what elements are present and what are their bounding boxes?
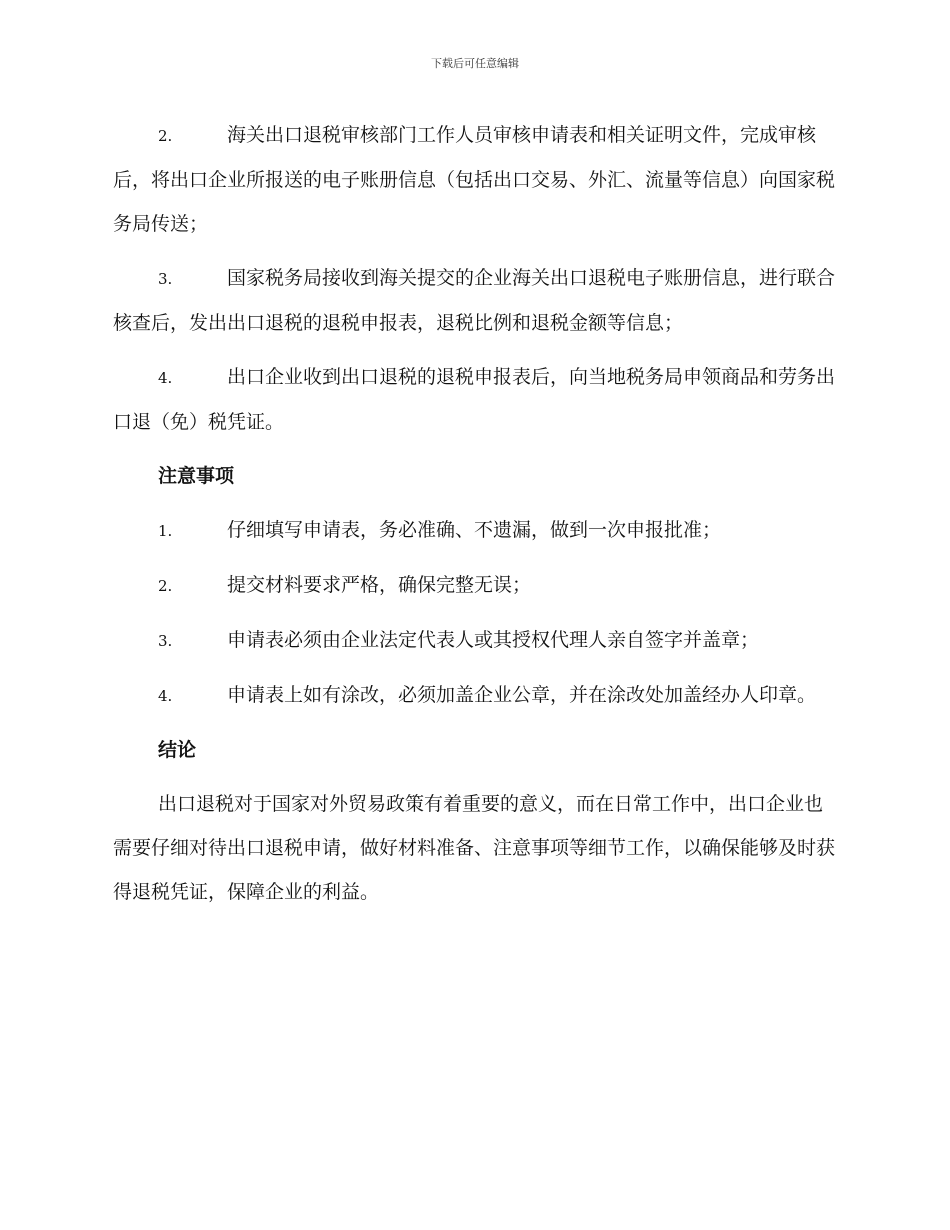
- section-heading-conclusion: 结论: [158, 739, 197, 761]
- list-text: 出口企业收到出口退税的退税申报表后，向当地税务局申领商品和劳务出口退（免）税凭证。: [113, 366, 836, 433]
- list-number: 1.: [158, 522, 173, 540]
- step-item: [113, 113, 837, 246]
- conclusion-paragraph: 出口退税对于国家对外贸易政策有着重要的意义，而在日常工作中，出口企业也需要仔细对待出口退税申请，做好材料准备、注意事项等细节工作，以确保能够及时获得退税凭证，保障企业的利益。: [113, 793, 836, 903]
- note-item: [113, 673, 837, 718]
- list-number: 2.: [158, 577, 173, 595]
- list-number: 3.: [158, 632, 173, 650]
- note-item: [113, 563, 837, 608]
- list-number: 3.: [158, 270, 173, 288]
- list-text: 申请表上如有涂改，必须加盖企业公章，并在涂改处加盖经办人印章。: [227, 684, 817, 706]
- list-number: 4.: [158, 687, 173, 705]
- list-text: 提交材料要求严格，确保完整无误；: [227, 574, 532, 596]
- note-item: [113, 508, 837, 553]
- page-header: 下载后可任意编辑: [431, 57, 519, 70]
- list-number: 4.: [158, 369, 173, 387]
- section-heading-notes: 注意事项: [158, 465, 235, 487]
- step-item: [113, 355, 837, 444]
- list-number: 2.: [158, 127, 173, 145]
- document-body: [113, 113, 837, 914]
- step-item: [113, 256, 837, 345]
- list-text: 申请表必须由企业法定代表人或其授权代理人亲自签字并盖章；: [227, 629, 760, 651]
- list-text: 仔细填写申请表，务必准确、不遗漏，做到一次申报批准；: [227, 519, 722, 541]
- list-text: 海关出口退税审核部门工作人员审核申请表和相关证明文件，完成审核后，将出口企业所报送的电子账册信息（包括出口交易、外汇、流量等信息）向国家税务局传送；: [113, 124, 836, 235]
- list-text: 国家税务局接收到海关提交的企业海关出口退税电子账册信息，进行联合核查后，发出出口退税的退税申报表，退税比例和退税金额等信息；: [113, 267, 836, 334]
- note-item: [113, 618, 837, 663]
